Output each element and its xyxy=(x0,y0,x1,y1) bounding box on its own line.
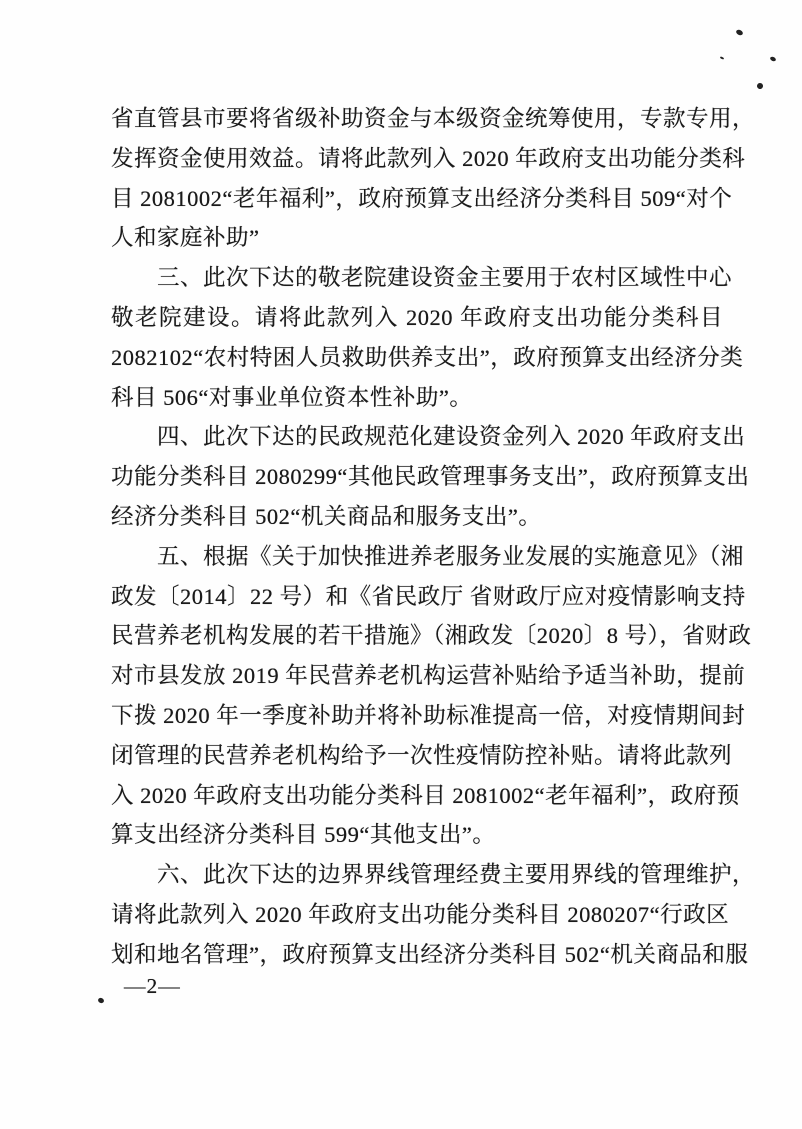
text-line: 经济分类科目 502“机关商品和服务支出”。 xyxy=(111,503,542,529)
text-line: 请将此款列入 2020 年政府支出功能分类科目 2080207“行政区 xyxy=(111,901,730,927)
text-line: 划和地名管理”，政府预算支出经济分类科目 502“机关商品和服 xyxy=(111,941,749,967)
text-line: 闭管理的民营养老机构给予一次性疫情防控补贴。请将此款列 xyxy=(111,742,733,768)
text-line: 算支出经济分类科目 599“其他支出”。 xyxy=(111,822,496,848)
text-line: 政发〔2014〕22 号）和《省民政厅 省财政厅应对疫情影响支持 xyxy=(111,583,746,609)
paragraph-5 xyxy=(111,855,756,974)
text-line: 科目 506“对事业单位资本性补助”。 xyxy=(111,384,473,410)
text-line: 四、此次下达的民政规范化建设资金列入 2020 年政府支出 xyxy=(157,424,746,450)
scan-speck xyxy=(720,56,724,60)
text-line: 下拨 2020 年一季度补助并将补助标准提高一倍，对疫情期间封 xyxy=(111,702,746,728)
text-line: 三、此次下达的敬老院建设资金主要用于农村区域性中心 xyxy=(157,265,733,291)
text-line: 五、根据《关于加快推进养老服务业发展的实施意见》（湘 xyxy=(157,543,744,569)
text-line: 功能分类科目 2080299“其他民政管理事务支出”，政府预算支出 xyxy=(111,464,750,490)
text-line: 敬老院建设。请将此款列入 2020 年政府支出功能分类科目 xyxy=(111,304,723,330)
scan-speck xyxy=(97,997,105,1004)
text-line: 2082102“农村特困人员救助供养支出”，政府预算支出经济分类 xyxy=(111,344,744,370)
paragraph-2 xyxy=(111,258,744,417)
scan-speck xyxy=(735,29,743,36)
text-line: 六、此次下达的边界界线管理经费主要用界线的管理维护， xyxy=(157,862,756,888)
page-number: —2— xyxy=(124,974,181,998)
text-line: 民营养老机构发展的若干措施》（湘政发〔2020〕8 号），省财政 xyxy=(111,623,752,649)
text-line: 对市县发放 2019 年民营养老机构运营补贴给予适当补助，提前 xyxy=(111,663,746,689)
scan-speck xyxy=(756,82,764,90)
paragraph-3 xyxy=(111,417,750,536)
text-line: 目 2081002“老年福利”，政府预算支出经济分类科目 509“对个 xyxy=(111,185,733,211)
paragraph-1 xyxy=(111,99,756,258)
text-line: 省直管县市要将省级补助资金与本级资金统筹使用，专款专用， xyxy=(111,106,756,131)
document-body xyxy=(111,99,756,975)
paragraph-4 xyxy=(111,537,752,855)
text-line: 入 2020 年政府支出功能分类科目 2081002“老年福利”，政府预 xyxy=(111,782,740,808)
scan-speck xyxy=(769,56,776,62)
text-line: 人和家庭补助” xyxy=(111,225,260,251)
text-line: 发挥资金使用效益。请将此款列入 2020 年政府支出功能分类科 xyxy=(111,145,746,171)
